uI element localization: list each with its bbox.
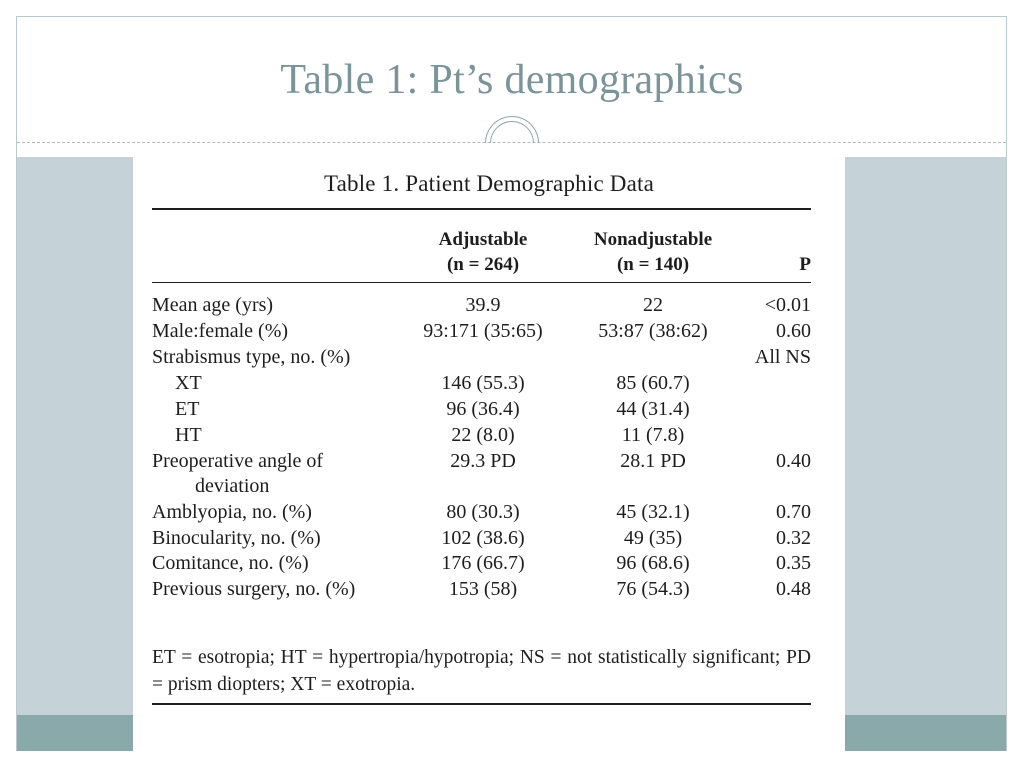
cell-nonadjustable: 96 (68.6) — [616, 552, 690, 574]
cell-adjustable: 96 (36.4) — [446, 398, 520, 420]
table-caption: Table 1. Patient Demographic Data — [323, 171, 655, 196]
cell-nonadjustable: 76 (54.3) — [616, 578, 690, 600]
demographics-table — [133, 157, 845, 751]
row-label: Comitance, no. (%) — [152, 552, 309, 574]
cell-nonadjustable: 85 (60.7) — [616, 372, 690, 394]
cell-nonadjustable: 22 — [643, 294, 663, 316]
cell-p: 0.60 — [776, 320, 811, 342]
table-footnote: ET = esotropia; HT = hypertropia/hypotropia; NS = not statistically significant; PD = prism diopters; XT = exotropia. — [152, 647, 811, 695]
row-label: Preoperative angle of — [152, 450, 324, 472]
cell-adjustable: 22 (8.0) — [451, 424, 515, 446]
row-label: ET — [175, 398, 200, 420]
cell-adjustable: 146 (55.3) — [441, 372, 525, 394]
cell-adjustable: 176 (66.7) — [441, 552, 525, 574]
circle-ornament-icon — [484, 115, 540, 143]
col-head-nonadjustable-label: Nonadjustable — [593, 229, 713, 250]
row-label: Mean age (yrs) — [152, 294, 274, 316]
cell-adjustable: 102 (38.6) — [441, 527, 525, 549]
cell-nonadjustable: 11 (7.8) — [621, 424, 685, 446]
side-footer-left — [17, 715, 133, 751]
cell-nonadjustable: 28.1 PD — [620, 450, 686, 472]
row-label: HT — [175, 424, 202, 446]
col-head-nonadjustable-n: (n = 140) — [616, 254, 690, 275]
row-label: Male:female (%) — [152, 320, 289, 342]
cell-adjustable: 39.9 — [465, 294, 501, 316]
header-rule — [152, 282, 811, 283]
col-head-p: P — [799, 254, 811, 275]
row-label: Previous surgery, no. (%) — [152, 578, 356, 600]
cell-adjustable: 80 (30.3) — [446, 501, 520, 523]
cell-nonadjustable: 44 (31.4) — [616, 398, 690, 420]
row-label-continued: deviation — [195, 475, 270, 497]
cell-p: 0.40 — [776, 450, 811, 472]
cell-p: 0.70 — [776, 501, 811, 523]
cell-nonadjustable: 45 (32.1) — [616, 501, 690, 523]
table-bottom-rule — [152, 703, 811, 705]
cell-adjustable: 153 (58) — [448, 578, 518, 600]
slide-title: Table 1: Pt’s demographics — [280, 57, 744, 103]
col-head-adjustable-label: Adjustable — [438, 229, 528, 250]
cell-adjustable: 93:171 (35:65) — [423, 320, 543, 342]
cell-adjustable: 29.3 PD — [450, 450, 516, 472]
row-label: XT — [175, 372, 202, 394]
row-label: Binocularity, no. (%) — [152, 527, 321, 549]
side-panel-left — [17, 157, 133, 715]
row-label: Amblyopia, no. (%) — [152, 501, 312, 523]
cell-p: 0.35 — [776, 552, 811, 574]
cell-p: 0.48 — [776, 578, 811, 600]
side-footer-right — [845, 715, 1006, 751]
cell-p: <0.01 — [764, 294, 811, 316]
side-panel-right — [845, 157, 1006, 715]
col-head-nonadjustable — [563, 227, 743, 277]
table-top-rule — [152, 208, 811, 210]
col-head-adjustable-n: (n = 264) — [446, 254, 520, 275]
row-label: Strabismus type, no. (%) — [152, 346, 351, 368]
cell-nonadjustable: 53:87 (38:62) — [598, 320, 708, 342]
cell-p: 0.32 — [776, 527, 811, 549]
cell-nonadjustable: 49 (35) — [623, 527, 683, 549]
cell-p: All NS — [754, 346, 811, 368]
col-head-adjustable — [408, 227, 558, 277]
